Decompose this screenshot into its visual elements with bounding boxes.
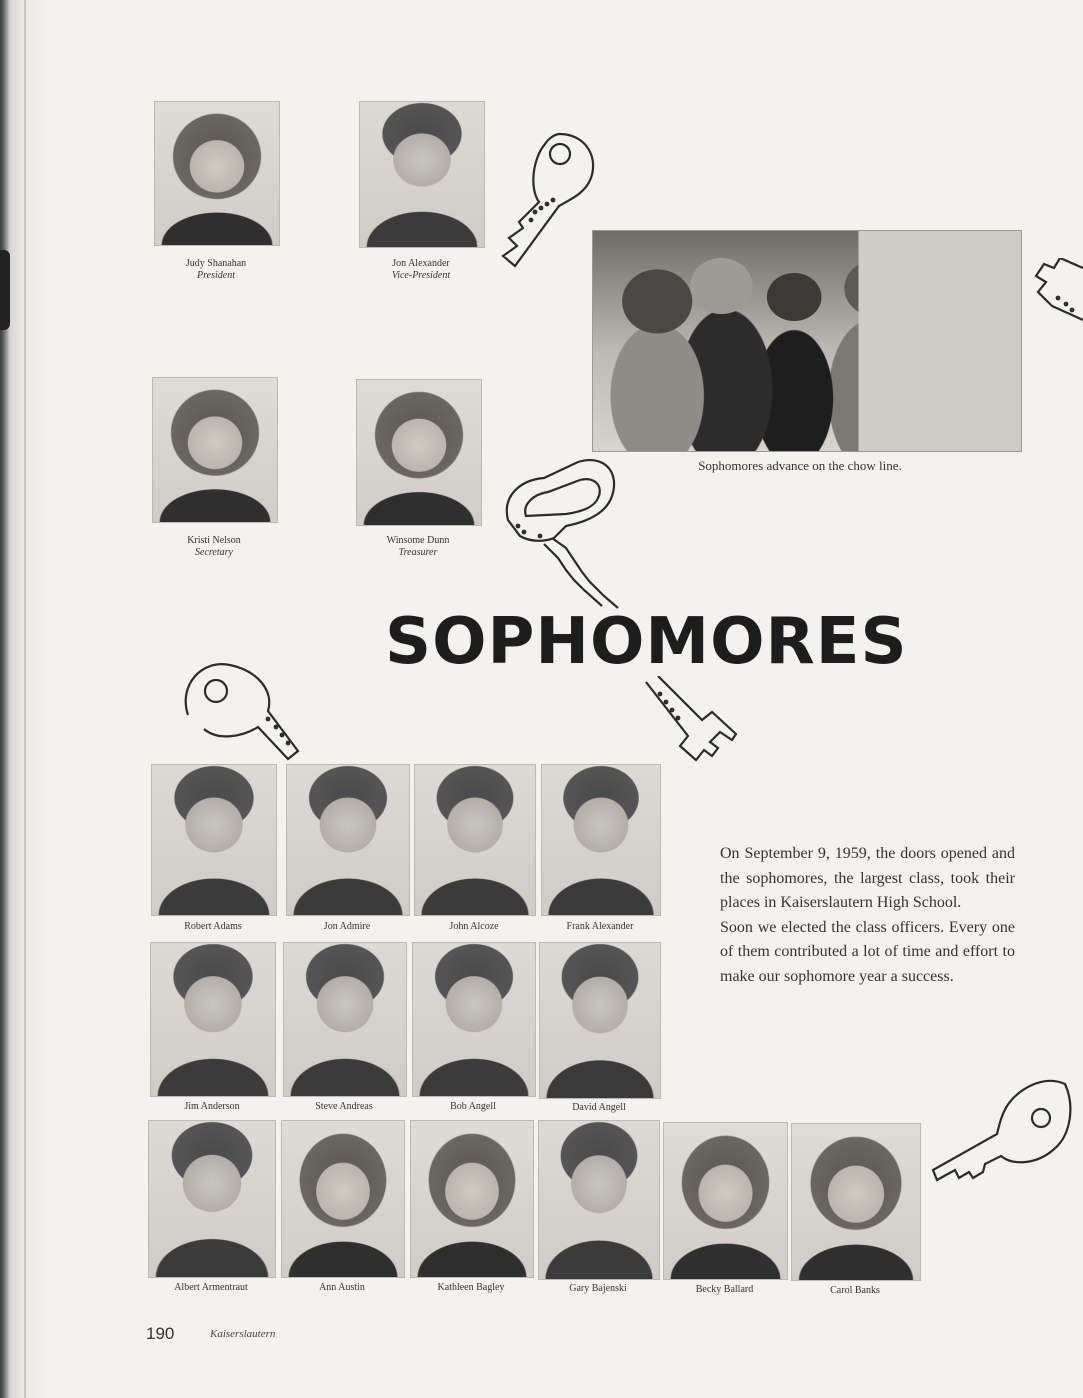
officer-photo-secretary xyxy=(152,377,278,523)
student-photo xyxy=(151,764,277,916)
student-name: Gary Bajenski xyxy=(569,1283,627,1294)
student-photo xyxy=(663,1122,788,1280)
student-photo xyxy=(414,764,536,916)
publication-name: Kaiserslautern xyxy=(210,1328,276,1340)
body-paragraph-1: On September 9, 1959, the doors opened and the sophomores, the largest class, took their places in Kaiserslautern High School. xyxy=(720,845,1015,911)
student-photo xyxy=(286,764,410,916)
officer-photo-president xyxy=(154,101,280,246)
student-name: John Alcoze xyxy=(449,921,499,932)
key-icon-top xyxy=(495,128,605,273)
officer-role: President xyxy=(197,270,235,281)
student-photo xyxy=(539,942,661,1099)
officer-name: Jon Alexander xyxy=(392,258,450,269)
student-name: Albert Armentraut xyxy=(174,1282,248,1293)
officer-caption-vice-president xyxy=(359,258,483,282)
officer-role: Treasurer xyxy=(398,547,438,558)
student-name: Jim Anderson xyxy=(184,1101,240,1112)
student-name: Jon Admire xyxy=(323,921,371,932)
student-name: Carol Banks xyxy=(830,1285,880,1296)
student-photo xyxy=(538,1120,660,1280)
student-name: Steve Andreas xyxy=(315,1101,373,1112)
officer-caption-secretary xyxy=(152,535,276,559)
officer-name: Judy Shanahan xyxy=(185,258,247,269)
student-name: Frank Alexander xyxy=(566,921,634,932)
student-name: Bob Angell xyxy=(450,1101,496,1112)
key-icon-right-edge xyxy=(1030,258,1083,328)
student-name: Robert Adams xyxy=(184,921,242,932)
group-photo-caption: Sophomores advance on the chow line. xyxy=(698,458,902,473)
body-paragraph-2: Soon we elected the class officers. Every one of them contributed a lot of time and effort to make our sophomore year a success. xyxy=(720,918,1015,985)
key-icon-left xyxy=(178,655,308,763)
key-icon-bottom-right xyxy=(925,1066,1075,1216)
binding-line xyxy=(24,0,26,1398)
officer-role: Vice-President xyxy=(391,270,451,281)
officer-role: Secretary xyxy=(195,547,233,558)
student-photo xyxy=(148,1120,276,1278)
binding-tab xyxy=(0,250,10,330)
officer-photo-treasurer xyxy=(356,379,482,526)
student-name: David Angell xyxy=(572,1102,626,1113)
student-photo xyxy=(791,1123,921,1281)
officer-name: Kristi Nelson xyxy=(187,535,241,546)
officer-name: Winsome Dunn xyxy=(386,535,450,546)
officer-photo-vice-president xyxy=(359,101,485,248)
student-name: Ann Austin xyxy=(319,1282,365,1293)
officer-caption-president xyxy=(154,258,278,282)
officer-caption-treasurer xyxy=(356,535,480,559)
body-text xyxy=(720,842,1015,989)
student-name: Kathleen Bagley xyxy=(437,1282,505,1293)
student-name: Becky Ballard xyxy=(695,1284,754,1295)
group-photo xyxy=(592,230,1022,452)
page-title: SOPHOMORES xyxy=(385,605,908,679)
key-icon-ornate xyxy=(500,456,630,612)
student-photo xyxy=(283,942,407,1097)
student-photo xyxy=(412,942,536,1097)
student-photo xyxy=(281,1120,405,1278)
student-photo xyxy=(150,942,276,1097)
student-photo xyxy=(410,1120,534,1278)
page-number: 190 xyxy=(146,1324,175,1343)
key-icon-under-title xyxy=(640,676,740,766)
student-photo xyxy=(541,764,661,916)
